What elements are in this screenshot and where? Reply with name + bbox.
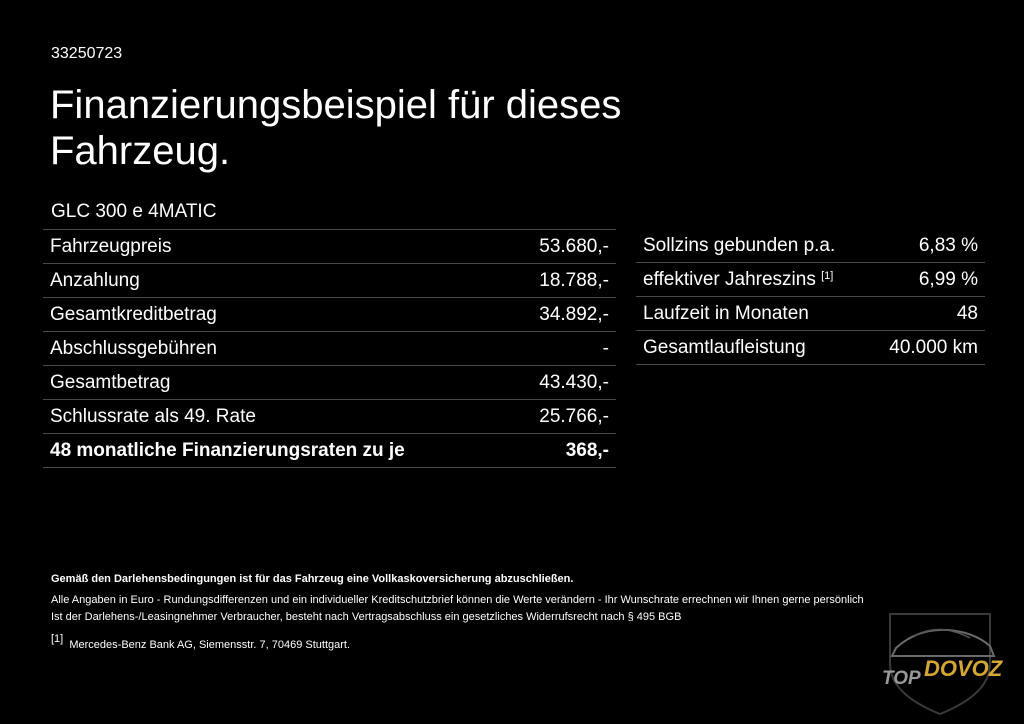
table-row <box>636 297 985 331</box>
row-label-cell <box>636 263 869 297</box>
row-label: 48 monatliche Finanzierungsraten zu je <box>43 434 510 468</box>
row-value: 6,99 % <box>869 263 985 297</box>
row-label: Gesamtkreditbetrag <box>43 298 510 332</box>
row-label: Laufzeit in Monaten <box>636 297 869 331</box>
table-row <box>43 366 616 400</box>
row-label: Sollzins gebunden p.a. <box>636 229 869 263</box>
model-name: GLC 300 e 4MATIC <box>51 201 217 222</box>
row-label: Anzahlung <box>43 264 510 298</box>
table-row <box>43 298 616 332</box>
insurance-note: Gemäß den Darlehensbedingungen ist für das Fahrzeug eine Vollkaskoversicherung abzuschließen. <box>51 573 574 585</box>
row-label: Gesamtlaufleistung <box>636 331 869 365</box>
row-label: effektiver Jahreszins <box>643 268 816 290</box>
row-value: 6,83 % <box>869 229 985 263</box>
withdrawal-note: Ist der Darlehens-/Leasingnehmer Verbraucher, besteht nach Vertragsabschluss ein gesetzliches Widerrufsrecht nach § 495 BGB <box>51 611 682 623</box>
footnote-text: Mercedes-Benz Bank AG, Siemensstr. 7, 70469 Stuttgart. <box>69 639 351 651</box>
logo-text-top: TOP <box>882 668 921 689</box>
reference-number: 33250723 <box>51 45 123 62</box>
legal-notes <box>51 571 864 654</box>
row-label: Abschlussgebühren <box>43 332 510 366</box>
row-value: - <box>510 332 616 366</box>
row-value: 368,- <box>510 434 616 468</box>
rounding-note: Alle Angaben in Euro - Rundungsdifferenzen und ein individueller Kreditschutzbrief können die Werte verändern - Ihr Wunschrate errechnen wir Ihnen gerne persönlich <box>51 594 864 606</box>
page-title: Finanzierungsbeispiel für dieses Fahrzeug. <box>50 83 622 173</box>
row-value: 25.766,- <box>510 400 616 434</box>
row-value: 18.788,- <box>510 264 616 298</box>
table-row <box>636 229 985 263</box>
row-value: 40.000 km <box>869 331 985 365</box>
financing-table <box>43 229 616 468</box>
row-label: Schlussrate als 49. Rate <box>43 400 510 434</box>
footnote-mark: [1] <box>51 633 64 645</box>
row-label: Gesamtbetrag <box>43 366 510 400</box>
topdovoz-logo <box>870 606 1010 723</box>
row-label: Fahrzeugpreis <box>43 230 510 264</box>
table-row <box>636 263 985 297</box>
monthly-rate-row <box>43 434 616 468</box>
table-row <box>43 264 616 298</box>
logo-text-bottom: DOVOZ <box>924 656 1003 681</box>
table-row <box>43 230 616 264</box>
row-value: 43.430,- <box>510 366 616 400</box>
interest-table <box>636 229 985 365</box>
row-value: 48 <box>869 297 985 331</box>
footnote-ref: [1] <box>821 269 834 282</box>
table-row <box>43 332 616 366</box>
row-value: 34.892,- <box>510 298 616 332</box>
footnote <box>51 631 864 654</box>
table-row <box>636 331 985 365</box>
row-value: 53.680,- <box>510 230 616 264</box>
table-row <box>43 400 616 434</box>
